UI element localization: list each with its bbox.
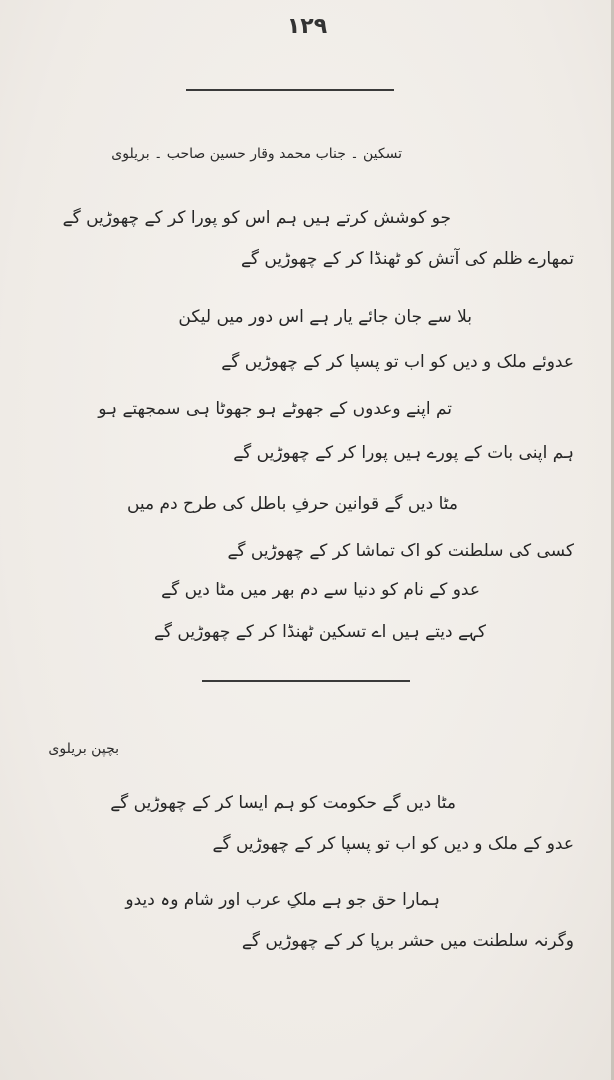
verse-line: ہم اپنی بات کے پورے ہیں پورا کر کے چھوڑیں گے — [233, 443, 574, 463]
poem-heading-1: تسکین ۔ جناب محمد وقار حسین صاحب ۔ بریلوی — [111, 146, 402, 162]
verse-line: مٹا دیں گے حکومت کو ہم ایسا کر کے چھوڑیں گے — [110, 793, 456, 813]
poem-heading-2: بچپن بریلوی — [48, 741, 119, 757]
verse-line: کہے دیتے ہیں اے تسکین ٹھنڈا کر کے چھوڑیں گے — [153, 622, 486, 642]
verse-line: عدو کے ملک و دیں کو اب تو پسپا کر کے چھوڑیں گے — [212, 834, 574, 854]
verse-line: مٹا دیں گے قوانین حرفِ باطل کی طرح دم میں — [126, 494, 458, 514]
page-number: ۱۲۹ — [286, 14, 328, 39]
verse-line: عدو کے نام کو دنیا سے دم بھر میں مٹا دیں گے — [161, 580, 480, 600]
verse-line: عدوئے ملک و دیں کو اب تو پسپا کر کے چھوڑیں گے — [221, 352, 574, 372]
verse-line: کسی کی سلطنت کو اک تماشا کر کے چھوڑیں گے — [227, 541, 574, 561]
section-divider — [202, 680, 410, 682]
verse-line: وگرنہ سلطنت میں حشر برپا کر کے چھوڑیں گے — [241, 931, 574, 951]
top-divider — [186, 89, 394, 91]
verse-line: جو کوشش کرتے ہیں ہم اس کو پورا کر کے چھوڑیں گے — [62, 208, 451, 228]
verse-line: ہمارا حق جو ہے ملکِ عرب اور شام وہ دیدو — [125, 890, 440, 910]
verse-line: بلا سے جان جائے یار ہے اس دور میں لیکن — [178, 307, 472, 327]
verse-line: تم اپنے وعدوں کے جھوٹے ہو جھوٹا ہی سمجھتے ہو — [98, 399, 452, 419]
verse-line: تمھارے ظلم کی آتش کو ٹھنڈا کر کے چھوڑیں گے — [240, 249, 574, 269]
